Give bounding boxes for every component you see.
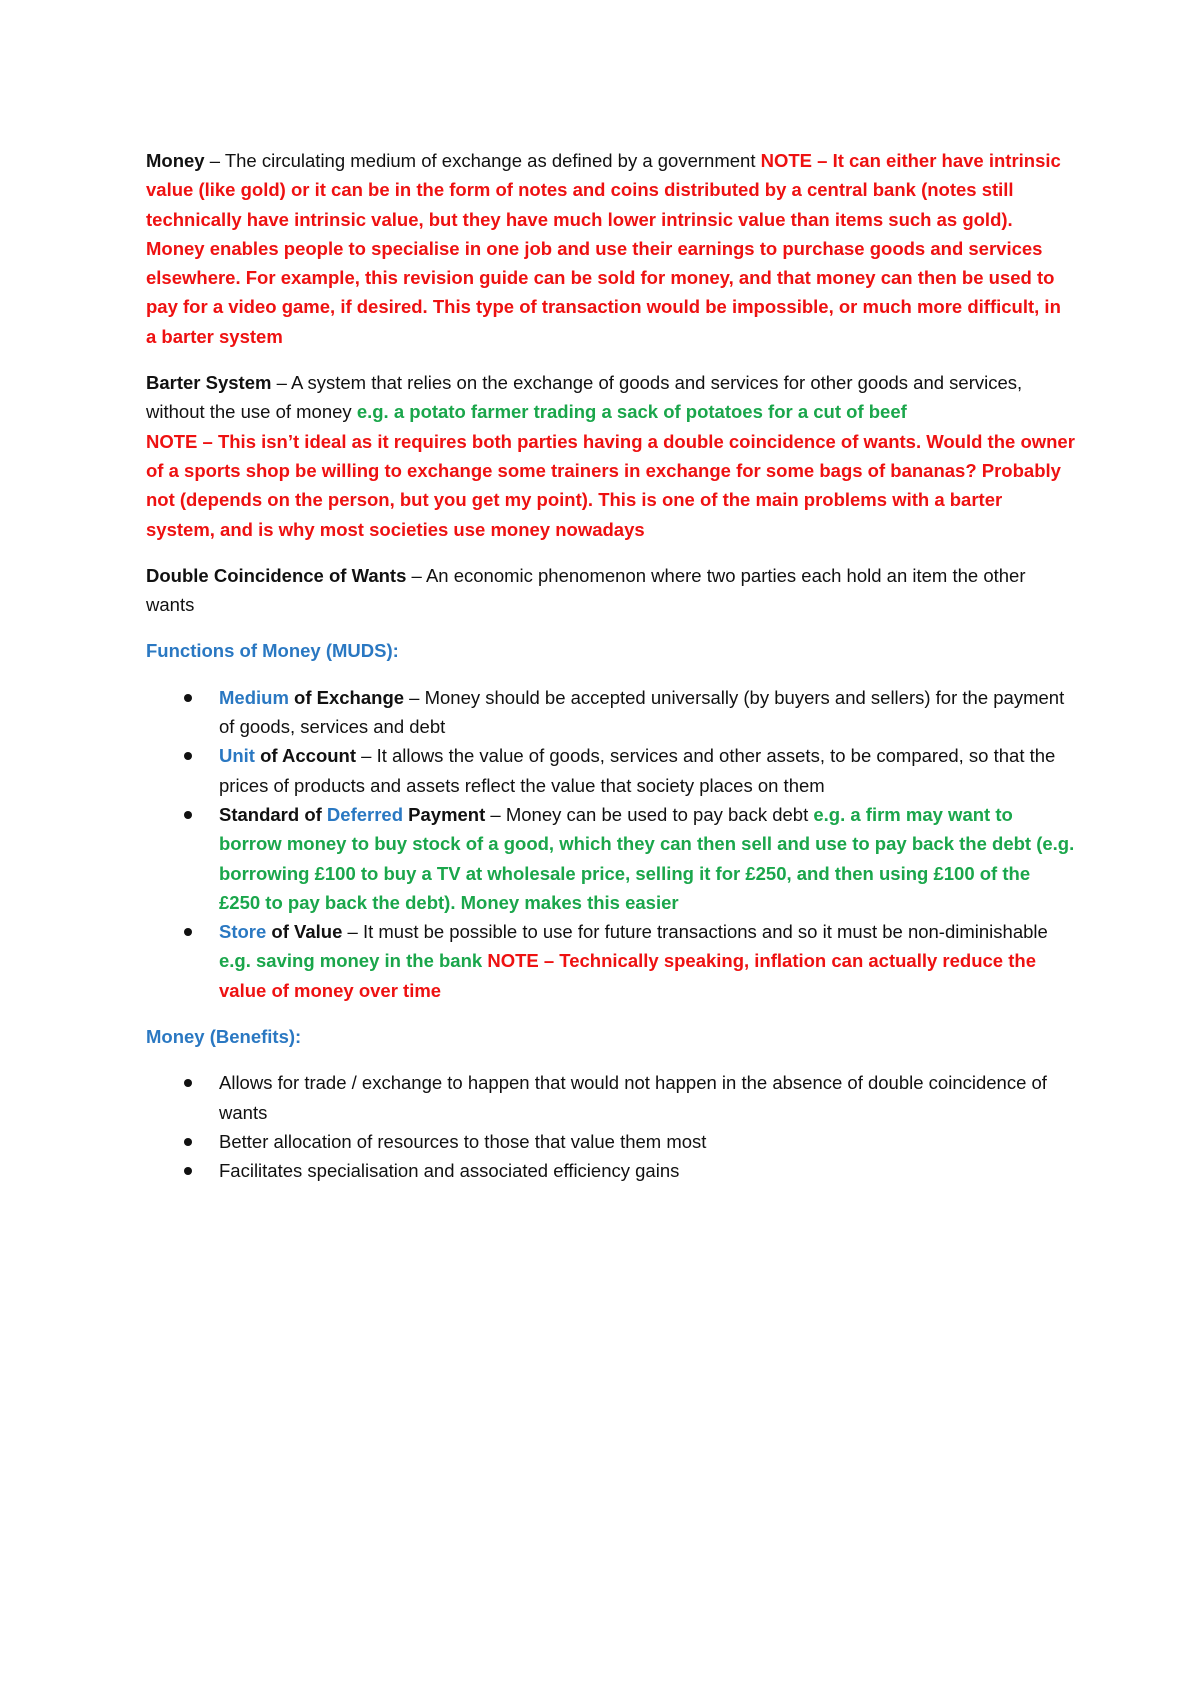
- bullet-icon: [184, 1138, 192, 1146]
- money-note: NOTE – It can either have intrinsic value (like gold) or it can be in the form of notes and coins distributed by a central bank (notes still technically have intrinsic value, but they have much lower intrinsic value than items such as gold). Money enables people to specialise in one job and use their earnings to purchase goods and services elsewhere. For example, this revision guide can be sold for money, and that money can then be used to pay for a video game, if desired. This type of transaction would be impossible, or much more difficult, in a barter system: [146, 150, 1061, 347]
- function-store-example: e.g. saving money in the bank: [219, 950, 483, 972]
- barter-term: Barter System: [146, 372, 272, 394]
- money-term: Money: [146, 150, 205, 171]
- barter-definition-text: – A system that relies on the exchange of goods and services for other goods and services, without the use of money: [146, 372, 1023, 423]
- function-store-rest: of Value: [266, 921, 343, 943]
- benefit-text: Better allocation of resources to those that value them most: [219, 1130, 707, 1152]
- function-standard-rest: Payment: [403, 803, 486, 825]
- functions-list: [146, 683, 1076, 1005]
- function-medium-rest: of Exchange: [288, 686, 405, 708]
- function-unit-key: Unit: [219, 745, 255, 767]
- function-store-text: – It must be possible to use for future transactions and so it must be non-diminishable: [342, 921, 1048, 943]
- barter-example: e.g. a potato farmer trading a sack of potatoes for a cut of beef: [356, 401, 907, 423]
- benefit-text: Facilitates specialisation and associated efficiency gains: [219, 1160, 680, 1182]
- function-store-note: NOTE – Technically speaking, inflation can actually reduce the value of money over time: [219, 950, 1036, 1001]
- function-medium-text: – Money should be accepted universally (by buyers and sellers) for the payment of goods, services and debt: [219, 686, 1065, 738]
- function-store-key: Store: [219, 921, 267, 943]
- bullet-icon: [184, 1167, 192, 1175]
- barter-definition: [146, 368, 1076, 544]
- function-unit-text: – It allows the value of goods, services and other assets, to be compared, so that the prices of products and assets reflect the value that society places on them: [219, 745, 1056, 796]
- bullet-icon: [184, 811, 192, 819]
- money-definition: [146, 146, 1076, 351]
- function-standard-example: e.g. a firm may want to borrow money to buy stock of a good, which they can then sell and use to pay back the debt (e.g. borrowing £100 to buy a TV at wholesale price, selling it for £250, and then using £100 of the £250 to pay back the debt). Money makes this easier: [219, 803, 1075, 913]
- bullet-icon: [184, 1079, 192, 1087]
- function-standard-pre: Standard of: [219, 803, 327, 825]
- benefit-item: [146, 1068, 1076, 1127]
- function-unit-rest: of Account: [254, 745, 357, 767]
- benefit-text: Allows for trade / exchange to happen that would not happen in the absence of double coincidence of wants: [219, 1072, 1047, 1123]
- benefits-heading: Money (Benefits):: [146, 1026, 302, 1048]
- function-medium: [146, 683, 1076, 742]
- function-standard-text: – Money can be used to pay back debt: [485, 803, 814, 825]
- benefit-item: [146, 1127, 1076, 1156]
- document-page: [146, 146, 1076, 1203]
- barter-note: NOTE – This isn’t ideal as it requires both parties having a double coincidence of wants. Would the owner of a sports shop be willing to exchange some trainers in exchange for some bags of bananas? Probably not (depends on the person, but you get my point). This is one of the main problems with a barter system, and is why most societies use money nowadays: [146, 430, 1075, 540]
- benefits-list: [146, 1068, 1076, 1185]
- function-unit: [146, 741, 1076, 800]
- bullet-icon: [184, 928, 192, 936]
- bullet-icon: [184, 694, 192, 702]
- function-standard-key: Deferred: [326, 803, 404, 825]
- money-definition-text: – The circulating medium of exchange as defined by a government: [204, 150, 761, 171]
- bullet-icon: [184, 752, 192, 760]
- benefit-item: [146, 1156, 1076, 1185]
- double-coincidence-definition: [146, 561, 1076, 620]
- function-standard: [146, 800, 1076, 917]
- functions-heading: Functions of Money (MUDS):: [146, 640, 399, 662]
- function-store: [146, 917, 1076, 1005]
- function-medium-key: Medium: [219, 686, 289, 708]
- double-coincidence-definition-text: – An economic phenomenon where two parties each hold an item the other wants: [146, 564, 1026, 616]
- double-coincidence-term: Double Coincidence of Wants: [146, 564, 407, 586]
